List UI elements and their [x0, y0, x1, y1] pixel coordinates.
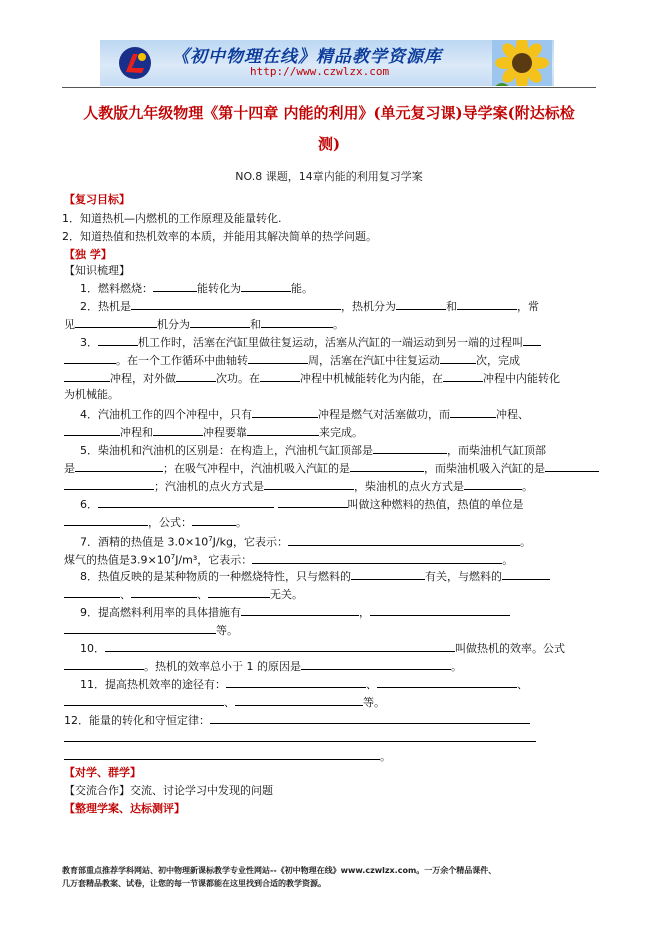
question-6-cont: ，公式： 。 — [64, 514, 247, 530]
header-divider — [62, 87, 596, 88]
question-12-line2 — [64, 730, 536, 746]
question-10-cont: 。热机的效率总小于 1 的原因是 。 — [64, 658, 462, 674]
question-6: 6． 叫做这种燃料的热值，热值的单位是 — [80, 498, 524, 511]
section-goals: 【复习目标】 — [64, 193, 130, 206]
goal-2: 2．知道热值和热机效率的本质，并能用其解决简单的热学问题。 — [62, 230, 377, 243]
banner-title: 《初中物理在线》精品教学资源库 — [172, 47, 442, 67]
banner-url[interactable]: http://www.czwlzx.com — [250, 65, 390, 78]
question-11: 11．提高热机效率的途径有： 、 、 — [80, 678, 528, 691]
question-2: 2．热机是 ，热机分为 和 ，常 — [80, 300, 539, 313]
question-3-cont: 。在一个工作循环中曲轴转 周，活塞在汽缸中往复运动 次，完成 — [64, 352, 520, 368]
sunflower-icon — [492, 40, 552, 86]
header-banner — [100, 40, 554, 86]
question-5-cont2: ；汽油机的点火方式是 ，柴油机的点火方式是 。 — [64, 478, 533, 494]
question-7-cont: 煤气的热值是$3.9\times 10^7J/m^3$，它表示： 。 — [64, 553, 514, 567]
document-title: 人教版九年级物理《第十四章 内能的利用》(单元复习课)导学案(附达标检 测) — [83, 104, 575, 153]
section-wrap-up: 【整理学案、达标测评】 — [64, 802, 185, 815]
exchange-row: 【交流合作】交流、讨论学习中发现的问题 — [64, 784, 273, 797]
question-12: 12．能量的转化和守恒定律： — [64, 712, 530, 728]
site-logo-icon — [118, 46, 152, 80]
question-4-cont: 冲程和 冲程要靠 来完成。 — [64, 424, 363, 440]
question-11-cont: 、 等。 — [64, 694, 385, 710]
goal-1: 1．知道热机—内燃机的工作原理及能量转化. — [62, 212, 282, 225]
question-8: 8．热值反映的是某种物质的一种燃烧特性，只与燃料的 有关，与燃料的 — [80, 568, 550, 584]
section-self-study: 【独 学】 — [64, 248, 112, 261]
question-2-cont: 见 机分为 和 。 — [64, 318, 344, 331]
question-3-cont2: 冲程，对外做 次功。在 冲程中机械能转化为内能，在 冲程中内能转化 — [64, 370, 560, 386]
section-knowledge: 【知识梳理】 — [64, 264, 130, 277]
question-7: 7．酒精的热值是 $3.0\times 10^7J/kg$，它表示： 。 — [80, 535, 531, 549]
question-5: 5．柴油机和汽油机的区别是：在构造上，汽油机气缸顶部是 ，而柴油机气缸顶部 — [80, 444, 546, 457]
document-subtitle: NO.8 课题，14章内能的利用复习学案 — [235, 170, 423, 183]
question-12-line3: 。 — [64, 748, 391, 764]
question-8-cont: 、 、 无关。 — [64, 586, 303, 602]
question-3-cont3: 为机械能。 — [64, 388, 119, 401]
page-footer: 教育部重点推荐学科网站、初中物理新课标教学专业性网站--《初中物理在线》www.czwlzx.com。一万余个精品课件、 几万套精品教案、试卷，让您的每一节课都能在这里找到合适的教学资源。 — [62, 866, 497, 888]
question-9: 9．提高燃料利用率的具体措施有 ， — [80, 604, 510, 620]
question-5-cont: 是 ；在吸气冲程中，汽油机吸入汽缸的是 ，而柴油机吸入汽缸的是 — [64, 460, 599, 476]
section-group-study: 【对学、群学】 — [64, 766, 141, 779]
question-9-cont: 等。 — [64, 622, 238, 638]
question-3: 3． 机工作时，活塞在汽缸里做往复运动，活塞从汽缸的一端运动到另一端的过程叫 — [80, 334, 541, 350]
question-4: 4．汽油机工作的四个冲程中，只有 冲程是燃气对活塞做功，而 冲程、 — [80, 408, 529, 421]
question-1: 1．燃料燃烧： 能转化为 能。 — [80, 282, 313, 295]
question-10: 10． 叫做热机的效率。公式 — [80, 642, 565, 655]
